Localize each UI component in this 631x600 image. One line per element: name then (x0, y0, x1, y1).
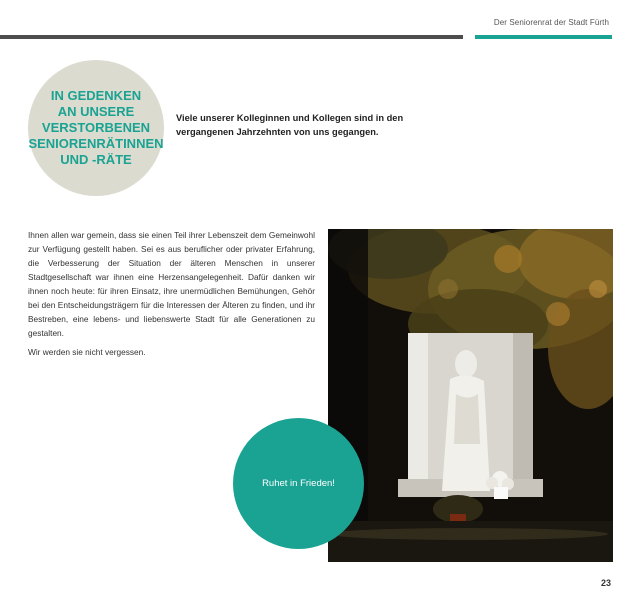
closing-line: Wir werden sie nicht vergessen. (28, 347, 146, 357)
page-number: 23 (600, 578, 611, 588)
memorial-photo-image (328, 229, 613, 562)
section-title: IN GEDENKEN AN UNSERE VERSTORBENEN SENIORENRÄTINNEN UND -RÄTE (28, 88, 164, 167)
header-rule-gray (0, 35, 463, 39)
body-paragraph: Ihnen allen war gemein, dass sie einen Teil ihrer Lebenszeit dem Gemeinwohl zur Verfügung gestellt haben. Sei es aus beruflicher oder privater Erfahrung, die Verbesserung der Situation der älteren Menschen in unserer Stadtgesellschaft war ihnen eine Herzensangelegenheit. Dafür danken wir ihnen noch heute: für ihren Einsatz, ihre unermüdlichen Bemühungen, Gehör bei den Entscheidungsträgern für die Interessen der Älteren zu finden, und ihr Bestreben, eine lebens- und liebenswerte Stadt für alle Generationen zu gestalten. (28, 230, 315, 338)
intro-text: Viele unserer Kolleginnen und Kollegen sind in den vergangenen Jahrzehnten von uns gegangen. (176, 113, 404, 137)
memorial-circle (233, 418, 364, 549)
memorial-photo (328, 229, 613, 562)
circle-text: Ruhet in Frieden! (262, 478, 335, 489)
header-rule-teal (475, 35, 612, 39)
header-title: Der Seniorenrat der Stadt Fürth (493, 18, 609, 27)
section-badge (28, 60, 164, 196)
